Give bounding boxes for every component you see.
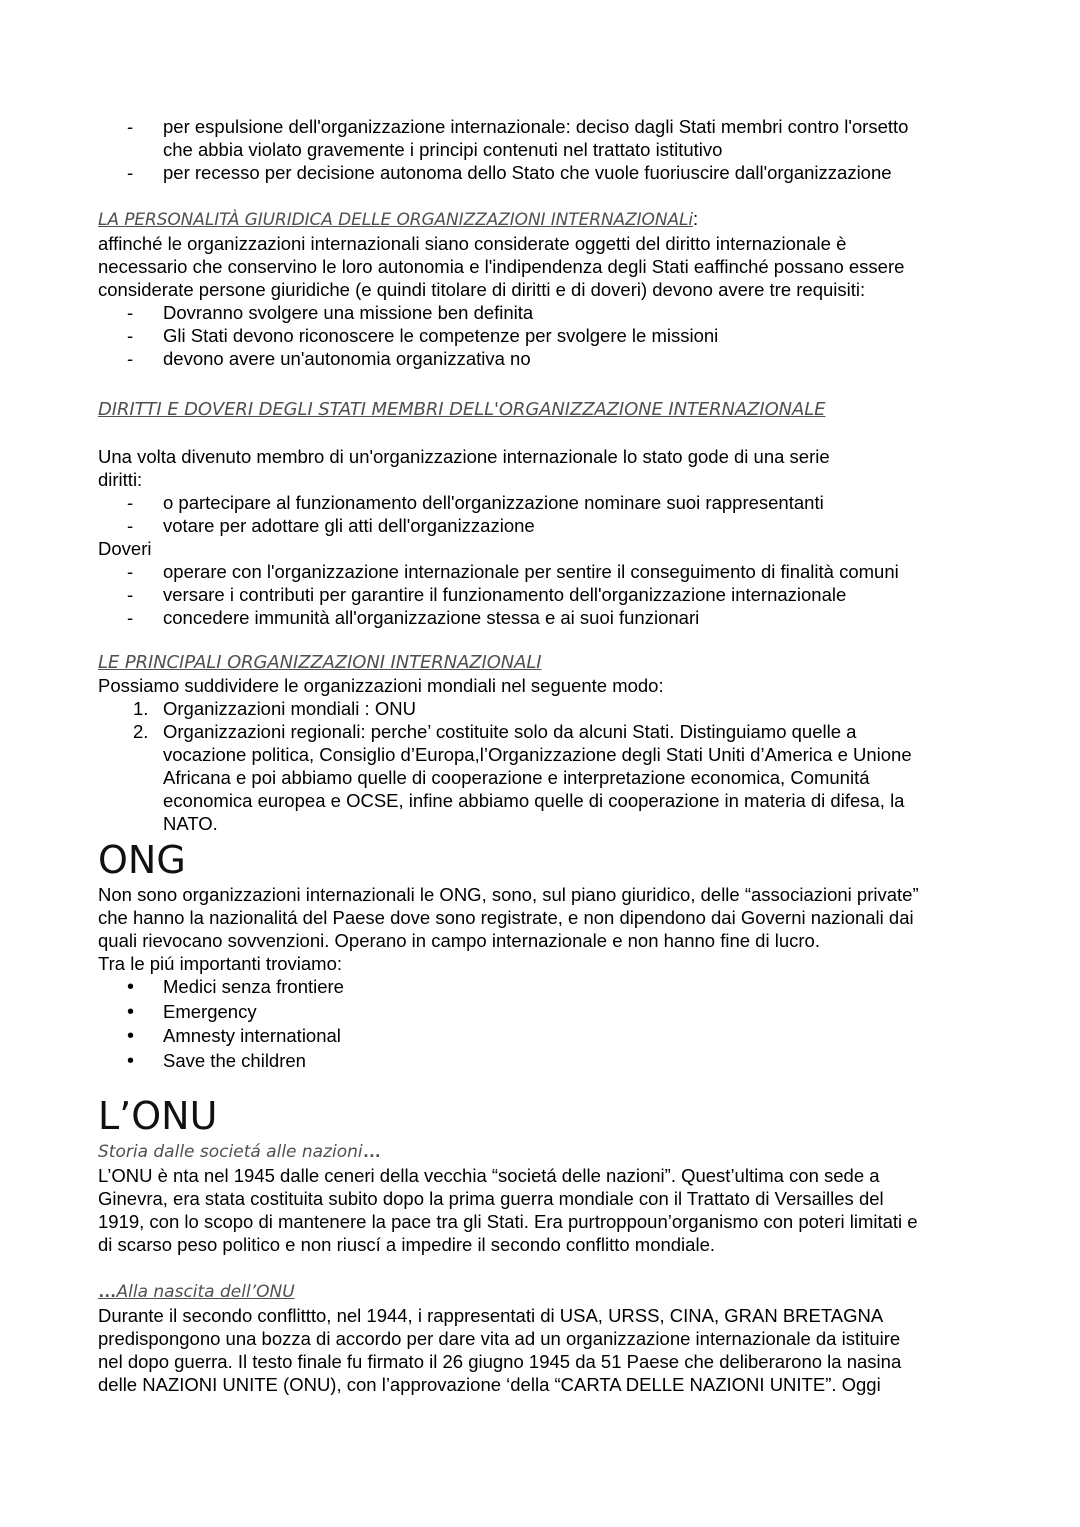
paragraph-line: Ginevra, era stata costituita subito dopo la prima guerra mondiale con il Trattato di Versailles del — [98, 1188, 884, 1209]
list-item-text: concedere immunità all'organizzazione stessa e ai suoi funzionari — [163, 607, 700, 628]
expulsion-list — [98, 115, 998, 184]
list-item — [127, 583, 998, 606]
dash-marker: - — [127, 607, 134, 628]
onu-subheading-storia — [98, 1139, 998, 1164]
list-item-text: Medici senza frontiere — [163, 976, 344, 997]
paragraph-line: quali rievocano sovvenzioni. Operano in campo internazionale e non hanno fine di lucro. — [98, 930, 820, 951]
bullet-marker: • — [127, 1049, 135, 1072]
dash-marker: - — [127, 584, 134, 605]
paragraph-line: necessario che conservino le loro autonomia e l'indipendenza degli Stati eaffinché possano essere — [98, 256, 905, 277]
number-marker: 1. — [133, 698, 149, 719]
subheading-ellipsis: … — [98, 1280, 117, 1301]
subheading-ellipsis: … — [362, 1140, 382, 1161]
dash-marker: - — [127, 116, 134, 137]
paragraph-line: diritti: — [98, 469, 143, 490]
paragraph-line: Possiamo suddividere le organizzazioni mondiali nel seguente modo: — [98, 675, 664, 696]
doveri-list — [98, 560, 998, 629]
list-item-text: economica europea e OCSE, infine abbiamo quelle di cooperazione in materia di difesa, la — [163, 790, 905, 811]
list-item — [133, 720, 998, 835]
subheading-text: Alla nascita dell’ONU — [116, 1282, 295, 1302]
paragraph-line: che hanno la nazionalitá del Paese dove sono registrate, e non dipendono dai Governi nazionali dai — [98, 907, 914, 928]
list-item-text: operare con l'organizzazione internazionale per sentire il conseguimento di finalità comuni — [163, 561, 899, 582]
paragraph-line: Durante il secondo conflittto, nel 1944, i rappresentati di USA, URSS, CINA, GRAN BRETAGNA — [98, 1305, 884, 1326]
list-item — [127, 115, 998, 161]
page-content — [98, 115, 998, 1396]
list-item-text: Dovranno svolgere una missione ben definita — [163, 302, 534, 323]
list-item-text: Gli Stati devono riconoscere le competenze per svolgere le missioni — [163, 325, 719, 346]
list-item-text: Organizzazioni mondiali : ONU — [163, 698, 416, 719]
subheading-text: Storia dalle societá alle nazioni — [98, 1142, 363, 1162]
heading-colon: : — [692, 208, 699, 229]
list-item-text: Africana e poi abbiamo quelle di cooperazione e interpretazione economica, Comunitá — [163, 767, 870, 788]
list-item — [127, 491, 998, 514]
list-item-text: votare per adottare gli atti dell'organizzazione — [163, 515, 535, 536]
list-item — [127, 975, 998, 1000]
paragraph-line: di scarso peso politico e non riuscí a impedire il secondo conflitto mondiale. — [98, 1234, 715, 1255]
list-item — [127, 514, 998, 537]
requisiti-list — [98, 301, 998, 370]
diritti-list — [98, 491, 998, 537]
list-item-text: NATO. — [163, 813, 218, 834]
paragraph-line: 1919, con lo scopo di mantenere la pace tra gli Stati. Era purtroppoun’organismo con poteri limitati e — [98, 1211, 918, 1232]
bullet-marker: • — [127, 1000, 135, 1023]
list-item — [127, 1049, 998, 1074]
dash-marker: - — [127, 561, 134, 582]
paragraph-line: delle NAZIONI UNITE (ONU), con l’approvazione ‘della “CARTA DELLE NAZIONI UNITE”. Oggi — [98, 1374, 881, 1395]
list-item — [127, 1024, 998, 1049]
list-item — [127, 606, 998, 629]
bullet-marker: • — [127, 976, 135, 998]
section-heading-principali: LE PRINCIPALI ORGANIZZAZIONI INTERNAZIONALI — [98, 652, 542, 673]
list-item-text: Emergency — [163, 1000, 257, 1022]
list-item-text: per espulsione dell'organizzazione internazionale: deciso dagli Stati membri contro l'orsetto — [163, 116, 909, 137]
dash-marker: - — [127, 492, 134, 513]
heading-text: LA PERSONALITÀ GIURIDICA DELLE ORGANIZZAZIONI INTERNAZIONALi — [98, 210, 693, 230]
ong-title: ONG — [98, 838, 186, 882]
list-item — [133, 697, 998, 720]
list-item-text: o partecipare al funzionamento dell'organizzazione nominare suoi rappresentanti — [163, 492, 824, 513]
ong-list — [98, 975, 998, 1073]
list-item — [127, 161, 998, 184]
list-item-text: versare i contributi per garantire il funzionamento dell'organizzazione internazionale — [163, 584, 847, 605]
paragraph-line: Non sono organizzazioni internazionali le ONG, sono, sul piano giuridico, delle “associazioni private” — [98, 884, 919, 905]
paragraph-line: predispongono una bozza di accordo per dare vita ad un organizzazione internazionale da istituire — [98, 1328, 901, 1349]
list-item-text: vocazione politica, Consiglio d’Europa,l’Organizzazione degli Stati Uniti d’America e Unione — [163, 744, 912, 765]
doveri-label: Doveri — [98, 538, 152, 559]
list-item-text: che abbia violato gravemente i principi contenuti nel trattato istitutivo — [163, 139, 723, 160]
onu-subheading-nascita — [98, 1279, 998, 1304]
dash-marker: - — [127, 348, 134, 369]
list-item — [127, 347, 998, 370]
paragraph-line: Una volta divenuto membro di un'organizzazione internazionale lo stato gode di una serie — [98, 446, 830, 467]
paragraph-line: affinché le organizzazioni internazionali siano considerate oggetti del diritto internazionale è — [98, 233, 847, 254]
list-item — [127, 560, 998, 583]
list-item-text: Amnesty international — [163, 1025, 341, 1046]
organizzazioni-list — [98, 697, 998, 835]
bullet-marker: • — [127, 1025, 135, 1047]
paragraph-line: L’ONU è nta nel 1945 dalle ceneri della vecchia “societá delle nazioni”. Quest’ultima con sede a — [98, 1165, 880, 1186]
section-heading-personalita — [98, 207, 998, 232]
list-item-text: Organizzazioni regionali: perche’ costituite solo da alcuni Stati. Distinguiamo quelle a — [163, 721, 857, 742]
list-item-text: Save the children — [163, 1049, 306, 1071]
list-item — [127, 301, 998, 324]
list-item-text: per recesso per decisione autonoma dello Stato che vuole fuoriuscire dall'organizzazione — [163, 162, 892, 183]
dash-marker: - — [127, 515, 134, 536]
list-item — [127, 1000, 998, 1025]
dash-marker: - — [127, 162, 134, 183]
list-item — [127, 324, 998, 347]
onu-title: L’ONU — [98, 1094, 218, 1138]
number-marker: 2. — [133, 721, 149, 742]
paragraph-line: nel dopo guerra. Il testo finale fu firmato il 26 giugno 1945 da 51 Paese che deliberarono la nasina — [98, 1351, 902, 1372]
paragraph-line: considerate persone giuridiche (e quindi titolare di diritti e di doveri) devono avere tre requisiti: — [98, 279, 866, 300]
section-heading-diritti: DIRITTI E DOVERI DEGLI STATI MEMBRI DELL'ORGANIZZAZIONE INTERNAZIONALE — [98, 399, 826, 420]
dash-marker: - — [127, 325, 134, 346]
dash-marker: - — [127, 302, 134, 323]
list-item-text: devono avere un'autonomia organizzativa no — [163, 348, 531, 369]
paragraph-line: Tra le piú importanti troviamo: — [98, 953, 343, 974]
